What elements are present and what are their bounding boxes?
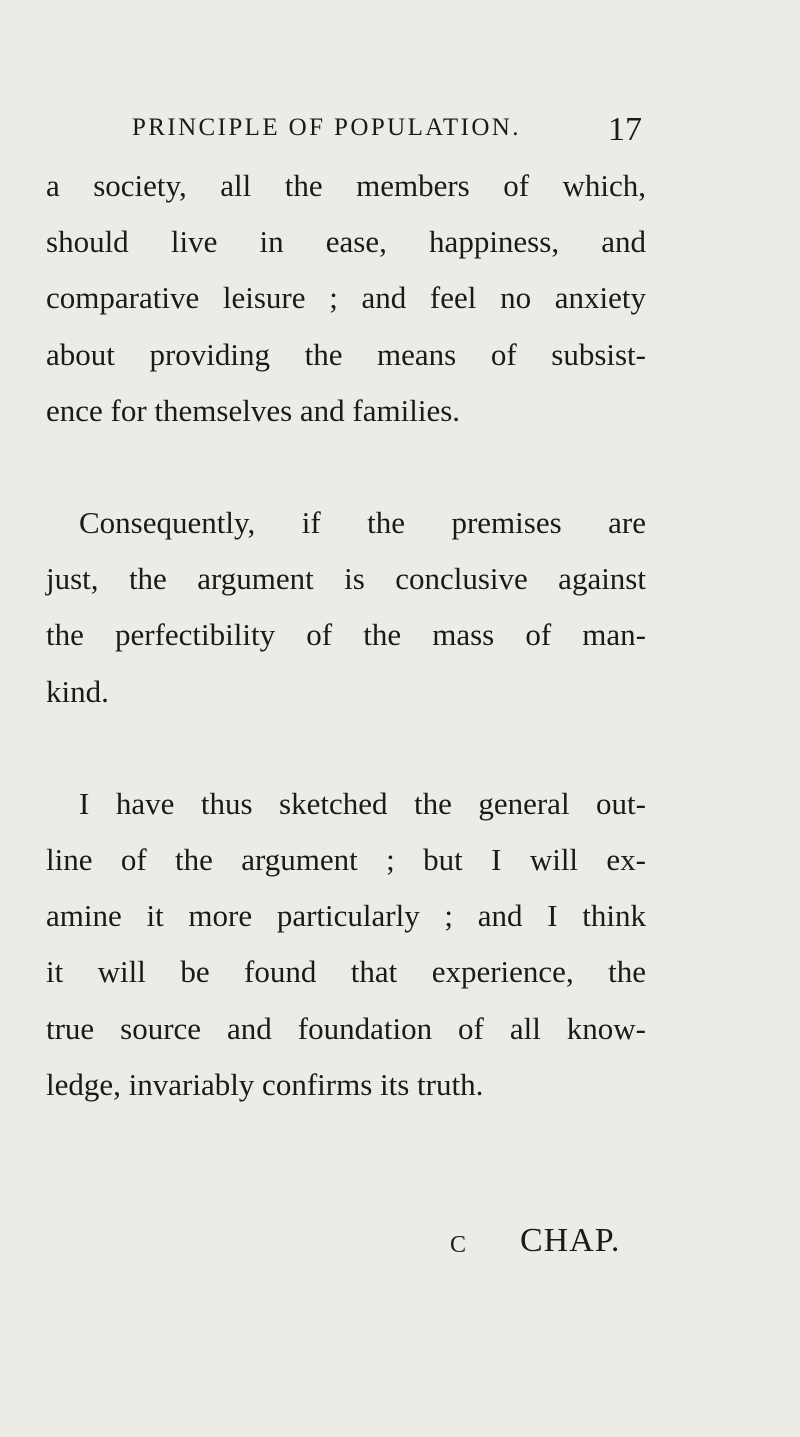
signature-mark: C [450,1232,467,1258]
running-head [132,108,652,148]
text-line: should live in ease, happiness, and [46,224,646,260]
text-line: ence for themselves and families. [46,392,461,428]
body-text [46,158,646,1113]
catchword: CHAP. [520,1222,621,1259]
text-line: line of the argument ; but I will ex- [46,842,646,878]
text-line: true source and foundation of all know- [46,1010,646,1046]
text-line: I have thus sketched the general out- [79,785,646,821]
text-line: kind. [46,673,109,709]
running-title: PRINCIPLE OF POPULATION. [132,114,521,141]
paragraph-3 [46,776,646,1113]
text-line: comparative leisure ; and feel no anxiety [46,280,646,316]
page-footer [0,1222,800,1272]
text-line: ledge, invariably confirms its truth. [46,1066,484,1102]
text-line: Consequently, if the premises are [79,505,646,541]
page-number: 17 [608,111,642,148]
text-line: just, the argument is conclusive against [46,561,646,597]
text-line: a society, all the members of which, [46,168,646,203]
text-line: amine it more particularly ; and I think [46,898,646,934]
paragraph-1 [46,158,646,439]
text-line: it will be found that experience, the [46,954,646,990]
text-line: about providing the means of subsist- [46,336,646,372]
paragraph-2 [46,495,646,720]
text-line: the perfectibility of the mass of man- [46,617,646,653]
